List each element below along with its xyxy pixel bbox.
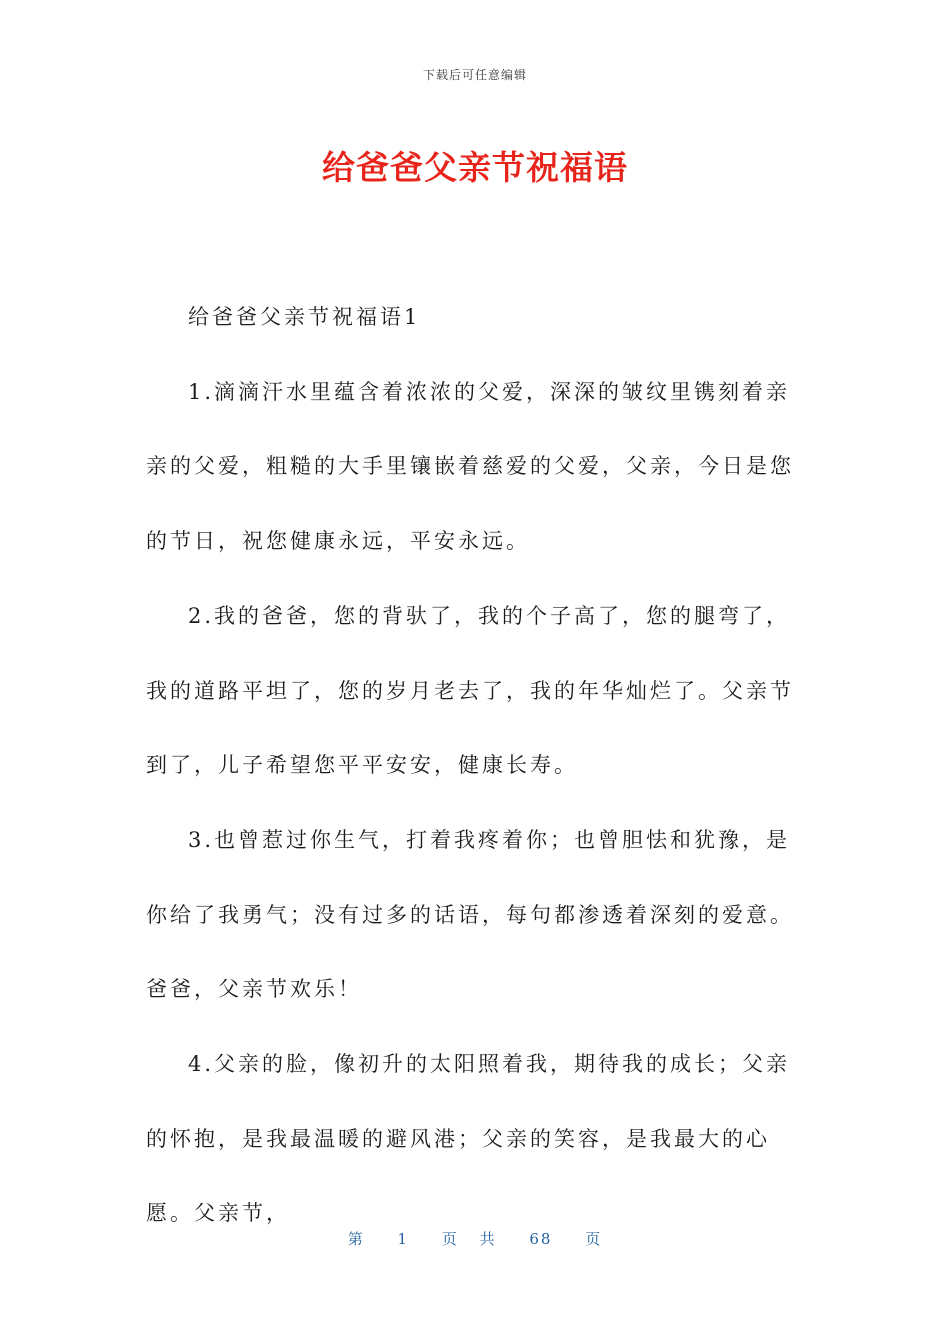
footer-page-middle: 页 共 xyxy=(441,1230,497,1248)
header-note: 下载后可任意编辑 xyxy=(422,68,527,82)
footer-page-number: 1 xyxy=(397,1230,410,1248)
document-title: 给爸爸父亲节祝福语 xyxy=(322,148,628,187)
document-body xyxy=(146,280,806,1251)
paragraph-4: 4.父亲的脸，像初升的太阳照着我，期待我的成长；父亲的怀抱，是我最温暖的避风港；父亲的笑容，是我最大的心愿。父亲节， xyxy=(146,1052,791,1226)
page-footer xyxy=(0,1228,950,1249)
section-heading: 给爸爸父亲节祝福语1 xyxy=(188,305,421,329)
footer-page-prefix: 第 xyxy=(347,1230,365,1248)
paragraph-2: 2.我的爸爸，您的背驮了，我的个子高了，您的腿弯了，我的道路平坦了，您的岁月老去了，我的年华灿烂了。父亲节到了，儿子希望您平平安安，健康长寿。 xyxy=(146,603,794,778)
footer-page-suffix: 页 xyxy=(585,1230,603,1248)
footer-total-pages: 68 xyxy=(529,1230,553,1248)
paragraph-3: 3.也曾惹过你生气，打着我疼着你；也曾胆怯和犹豫，是你给了我勇气；没有过多的话语，每句都渗透着深刻的爱意。爸爸，父亲节欢乐！ xyxy=(146,827,794,1002)
paragraph-1: 1.滴滴汗水里蕴含着浓浓的父爱，深深的皱纹里镌刻着亲亲的父爱，粗糙的大手里镶嵌着慈爱的父爱，父亲，今日是您的节日，祝您健康永远，平安永远。 xyxy=(146,379,794,554)
